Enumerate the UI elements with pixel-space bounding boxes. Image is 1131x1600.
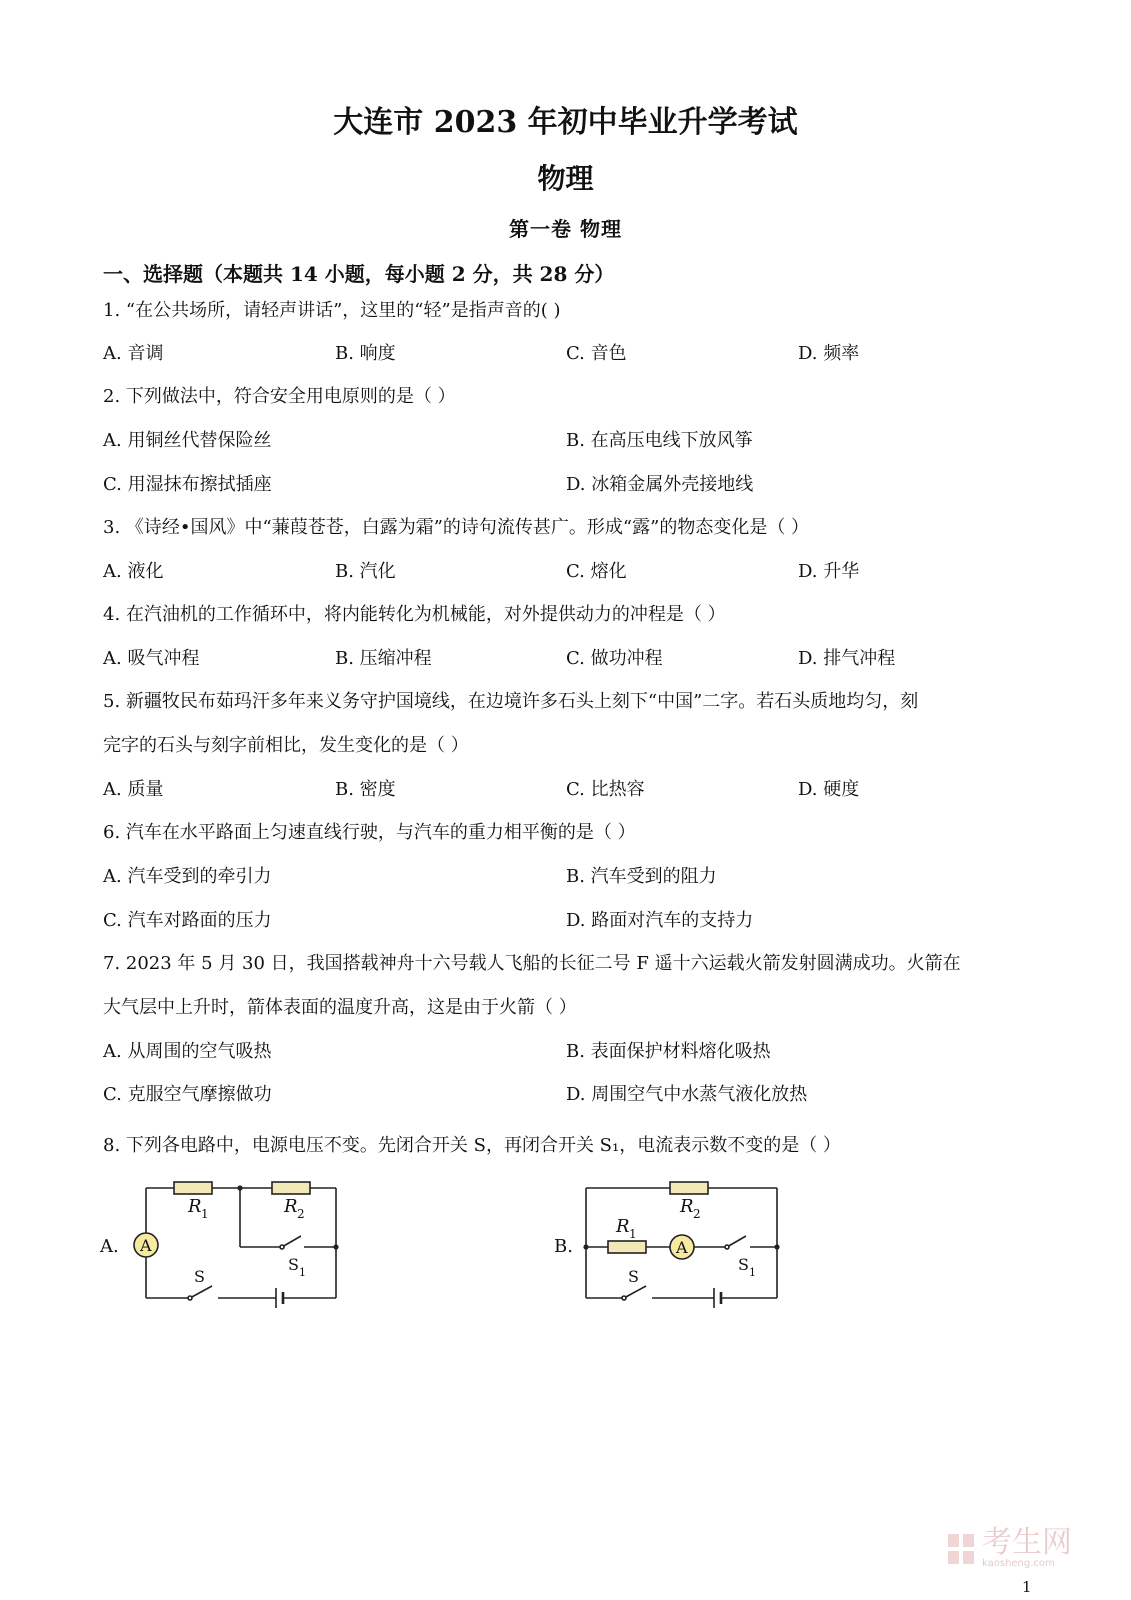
- circuit-a-label: A.: [100, 1236, 119, 1257]
- q1-option-a: A. 音调: [103, 343, 164, 364]
- label-r2-sub: 2: [297, 1207, 305, 1221]
- ammeter-label: A: [140, 1236, 152, 1255]
- watermark-text: 考生网: [982, 1525, 1072, 1560]
- resistor-r2-icon: [670, 1182, 708, 1194]
- question-7-stem-line-1: 7. 2023 年 5 月 30 日，我国搭载神舟十六号载人飞船的长征二号 F 遥十六运载火箭发射圆满成功。火箭在: [103, 953, 961, 974]
- question-3-stem: 3. 《诗经•国风》中“蒹葭苍苍，白露为霜”的诗句流传甚广。形成“露”的物态变化是（ ）: [103, 517, 810, 538]
- question-4-stem: 4. 在汽油机的工作循环中，将内能转化为机械能，对外提供动力的冲程是（ ）: [103, 604, 726, 625]
- q5-option-b: B. 密度: [335, 779, 396, 800]
- q7-option-c: C. 克服空气摩擦做功: [103, 1084, 272, 1105]
- q1-option-c: C. 音色: [566, 343, 627, 364]
- q7-option-a: A. 从周围的空气吸热: [103, 1041, 272, 1062]
- circuit-b-label: B.: [554, 1236, 573, 1257]
- label-r1-sub: 1: [629, 1227, 637, 1241]
- q5-option-c: C. 比热容: [566, 779, 645, 800]
- label-s1: S: [738, 1255, 749, 1274]
- q6-option-c: C. 汽车对路面的压力: [103, 910, 272, 931]
- circuit-diagram-b: [552, 1172, 802, 1312]
- label-s1: S: [288, 1255, 299, 1274]
- q2-option-d: D. 冰箱金属外壳接地线: [566, 474, 754, 495]
- q3-option-b: B. 汽化: [335, 561, 396, 582]
- q1-option-b: B. 响度: [335, 343, 396, 364]
- resistor-r1-icon: [174, 1182, 212, 1194]
- resistor-r1-icon: [608, 1241, 646, 1253]
- question-2-stem: 2. 下列做法中，符合安全用电原则的是（ ）: [103, 386, 456, 407]
- q7-option-b: B. 表面保护材料熔化吸热: [566, 1041, 771, 1062]
- section-heading: 一、选择题（本题共 14 小题，每小题 2 分，共 28 分）: [103, 262, 615, 286]
- q2-option-c: C. 用湿抹布擦拭插座: [103, 474, 272, 495]
- switch-s1-icon: [282, 1236, 301, 1247]
- volume-title: 第一卷 物理: [509, 217, 622, 241]
- question-8-stem: 8. 下列各电路中，电源电压不变。先闭合开关 S，再闭合开关 S₁，电流表示数不变的是（ ）: [103, 1135, 841, 1156]
- q5-option-a: A. 质量: [103, 779, 164, 800]
- question-5-stem-line-2: 完字的石头与刻字前相比，发生变化的是（ ）: [103, 735, 469, 756]
- watermark-domain: kaosheng.com: [982, 1558, 1055, 1569]
- q2-option-a: A. 用铜丝代替保险丝: [103, 430, 272, 451]
- label-r2: R: [284, 1196, 298, 1217]
- q2-option-b: B. 在高压电线下放风筝: [566, 430, 753, 451]
- label-s1-sub: 1: [749, 1266, 756, 1279]
- question-5-stem-line-1: 5. 新疆牧民布茹玛汗多年来义务守护国境线，在边境许多石头上刻下“中国”二字。若石头质地均匀，刻: [103, 691, 919, 712]
- question-1-stem: 1. “在公共场所，请轻声讲话”，这里的“轻”是指声音的( ): [103, 300, 561, 321]
- label-r1-sub: 1: [201, 1207, 209, 1221]
- page-number: 1: [1022, 1578, 1032, 1596]
- q6-option-b: B. 汽车受到的阻力: [566, 866, 717, 887]
- exam-title: 大连市 2023 年初中毕业升学考试: [333, 105, 798, 140]
- label-r2: R: [680, 1196, 694, 1217]
- question-6-stem: 6. 汽车在水平路面上匀速直线行驶，与汽车的重力相平衡的是（ ）: [103, 822, 636, 843]
- label-r1: R: [188, 1196, 202, 1217]
- q3-option-a: A. 液化: [103, 561, 164, 582]
- switch-s1-icon: [727, 1236, 746, 1247]
- q6-option-a: A. 汽车受到的牵引力: [103, 866, 272, 887]
- question-7-stem-line-2: 大气层中上升时，箭体表面的温度升高，这是由于火箭（ ）: [103, 997, 577, 1018]
- label-r1: R: [616, 1216, 630, 1237]
- q4-option-b: B. 压缩冲程: [335, 648, 432, 669]
- q4-option-a: A. 吸气冲程: [103, 648, 200, 669]
- watermark-logo-icon: [946, 1532, 976, 1566]
- label-s: S: [194, 1267, 205, 1286]
- circuit-diagram-a: [98, 1172, 358, 1312]
- q4-option-d: D. 排气冲程: [798, 648, 896, 669]
- q3-option-c: C. 熔化: [566, 561, 627, 582]
- watermark: [946, 1525, 1072, 1569]
- q4-option-c: C. 做功冲程: [566, 648, 663, 669]
- switch-s-icon: [190, 1286, 212, 1298]
- q6-option-d: D. 路面对汽车的支持力: [566, 910, 754, 931]
- switch-s-icon: [624, 1286, 646, 1298]
- label-r2-sub: 2: [693, 1207, 701, 1221]
- q7-option-d: D. 周围空气中水蒸气液化放热: [566, 1084, 808, 1105]
- resistor-r2-icon: [272, 1182, 310, 1194]
- label-s1-sub: 1: [299, 1266, 306, 1279]
- subject-title: 物理: [537, 162, 594, 195]
- label-s: S: [628, 1267, 639, 1286]
- q3-option-d: D. 升华: [798, 561, 860, 582]
- q5-option-d: D. 硬度: [798, 779, 860, 800]
- q1-option-d: D. 频率: [798, 343, 860, 364]
- ammeter-label: A: [676, 1238, 688, 1257]
